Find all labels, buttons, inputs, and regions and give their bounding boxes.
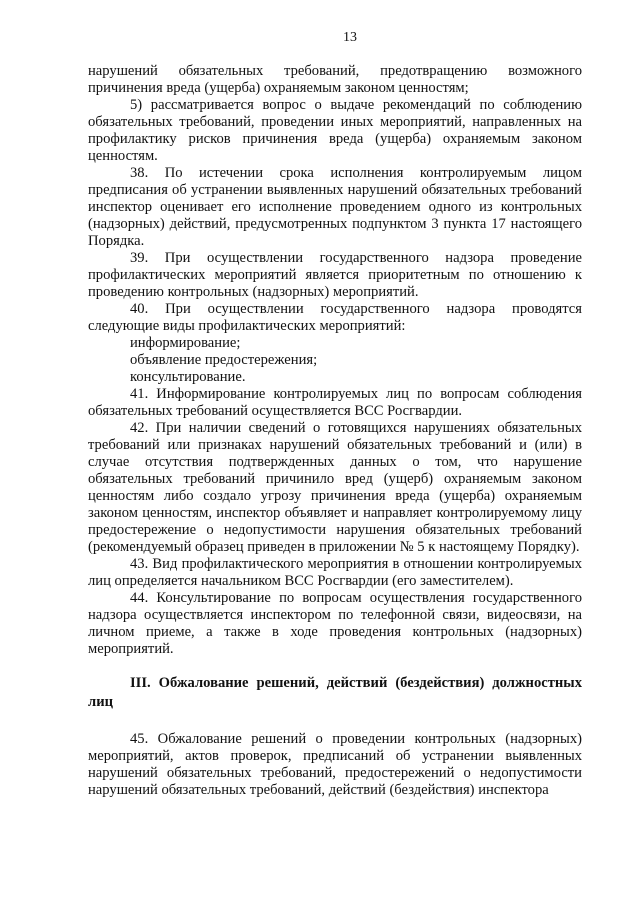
paragraph: 40. При осуществлении государственного надзора проводятся следующие виды профилактических мероприятий:	[88, 301, 582, 334]
section-heading: III. Обжалование решений, действий (бездействия) должностных лиц	[88, 675, 582, 710]
list-item: консультирование.	[130, 369, 246, 385]
paragraph: 5) рассматривается вопрос о выдаче рекомендаций по соблюдению обязательных требований, проведении иных мероприятий, направленных на профилактику рисков причинения вреда (ущерба) охраняемым законом ценностям.	[88, 97, 582, 164]
paragraph: нарушений обязательных требований, предотвращению возможного причинения вреда (ущерба) охраняемым законом ценностям;	[88, 63, 582, 96]
paragraph: 41. Информирование контролируемых лиц по вопросам соблюдения обязательных требований осуществляется ВСС Росгвардии.	[88, 386, 582, 419]
paragraph: 43. Вид профилактического мероприятия в отношении контролируемых лиц определяется начальником ВСС Росгвардии (его заместителем).	[88, 556, 582, 589]
page-number: 13	[343, 30, 357, 45]
list-item: информирование;	[130, 335, 241, 351]
body-after-heading	[88, 731, 582, 799]
paragraph: 44. Консультирование по вопросам осуществления государственного надзора осуществляется инспектором по телефонной связи, видеосвязи, на личном приеме, а также в ходе проведения контрольных (надзорных) мероприятий.	[88, 590, 582, 657]
paragraph: 38. По истечении срока исполнения контролируемым лицом предписания об устранении выявленных нарушений обязательных требований инспектор оценивает его исполнение проведением одного из контрольных (надзорных) действий, предусмотренных подпунктом 3 пункта 17 настоящего Порядка.	[88, 165, 582, 249]
paragraph: 42. При наличии сведений о готовящихся нарушениях обязательных требований или признаках нарушений обязательных требований и (или) в случае отсутствия подтвержденных данных о том, что нарушение обязательных требований причинило вред (ущерб) охраняемым законом ценностям либо создало угрозу причинения вреда (ущерба) охраняемым законом ценностям, инспектор объявляет и направляет контролируемому лицу предостережение о недопустимости нарушения обязательных требований (рекомендуемый образец приведен в приложении № 5 к настоящему Порядку).	[88, 420, 582, 555]
paragraph: 45. Обжалование решений о проведении контрольных (надзорных) мероприятий, актов проверок, предписаний об устранении выявленных нарушений обязательных требований, предостережений о недопустимости нарушений обязательных требований, действий (бездействия) инспектора	[88, 731, 582, 798]
paragraph: 39. При осуществлении государственного надзора проведение профилактических мероприятий является приоритетным по отношению к проведению контрольных (надзорных) мероприятий.	[88, 250, 582, 300]
body-before-heading	[88, 63, 582, 658]
list-item: объявление предостережения;	[130, 352, 318, 368]
